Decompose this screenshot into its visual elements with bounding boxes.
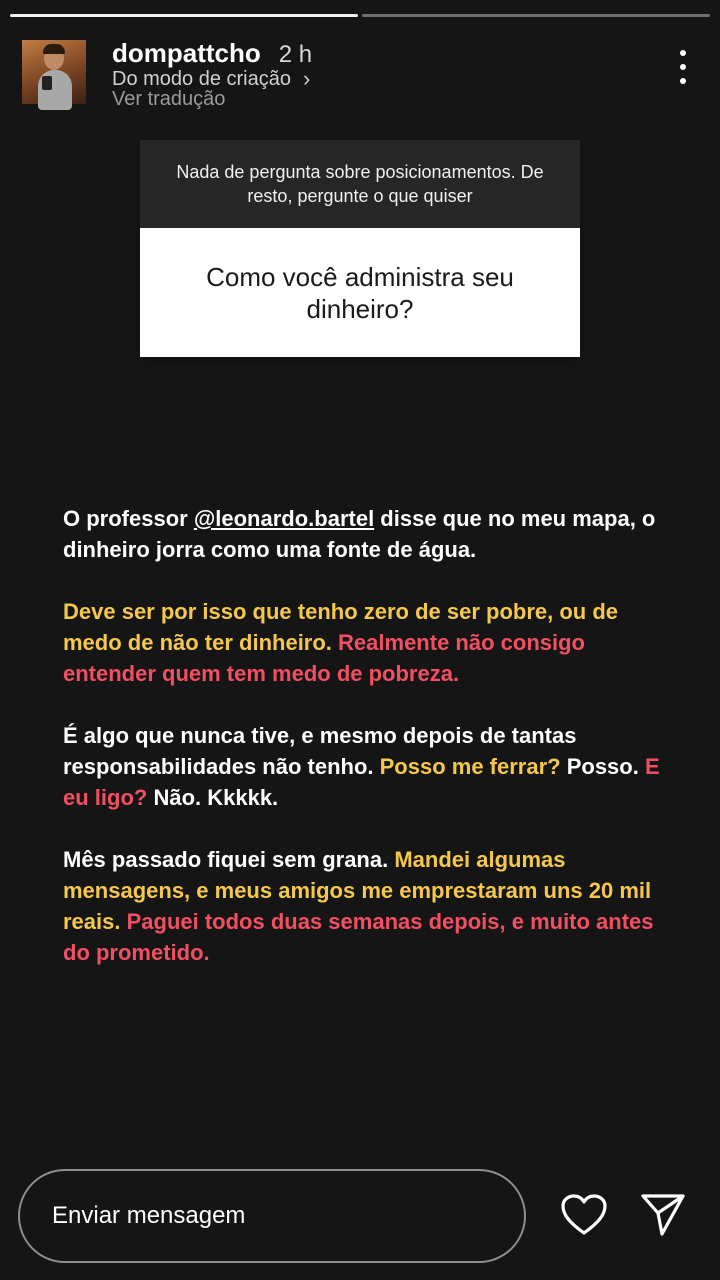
caption-paragraph: [63, 503, 663, 565]
mention-link[interactable]: @leonardo.bartel: [193, 506, 375, 531]
caption-text: Mês passado fiquei sem grana.: [63, 847, 389, 872]
caption-text-red: Paguei todos duas semanas depois, e muito antes do prometido.: [63, 909, 654, 965]
post-time: 2 h: [278, 41, 313, 68]
send-icon[interactable]: [638, 1190, 688, 1240]
caption-text-yellow: Deve ser por isso que tenho zero de ser pobre, ou de medo de não ter dinheiro.: [63, 599, 619, 655]
creation-mode-label: Do modo de criação: [112, 67, 291, 90]
caption-text: O professor: [63, 506, 194, 531]
progress-segment: [362, 14, 710, 17]
caption-paragraph: [63, 720, 663, 813]
caption-text: Posso.: [560, 754, 639, 779]
heart-icon[interactable]: [559, 1190, 609, 1240]
caption-text: Não. Kkkkk.: [147, 785, 279, 810]
question-sticker[interactable]: [140, 140, 580, 357]
more-options-icon[interactable]: [678, 50, 688, 84]
caption-text-red: Realmente não consigo entender quem tem medo de pobreza.: [63, 630, 585, 686]
message-input[interactable]: [50, 1201, 494, 1231]
caption-text-yellow: Mandei algumas mensagens, e meus amigos me emprestaram uns 20 mil reais.: [63, 847, 652, 934]
progress-segment: [10, 14, 358, 17]
username[interactable]: dompattcho: [112, 38, 261, 68]
story-progress: [10, 14, 710, 18]
story-caption: [63, 503, 663, 999]
translation-label: Ver tradução: [112, 88, 226, 110]
message-composer[interactable]: [18, 1169, 526, 1263]
caption-text-yellow: Posso me ferrar?: [373, 754, 561, 779]
chevron-right-icon: ›: [302, 66, 311, 91]
question-text: Como você administra seu dinheiro?: [140, 228, 580, 357]
caption-text-red: E eu ligo?: [63, 754, 660, 810]
question-prompt: Nada de pergunta sobre posicionamentos. De resto, pergunte o que quiser: [140, 140, 580, 228]
story-header: [22, 36, 698, 108]
caption-text: É algo que nunca tive, e mesmo depois de tantas responsabilidades não tenho.: [63, 723, 577, 779]
caption-paragraph: [63, 844, 663, 968]
header-title-row: [112, 38, 312, 69]
caption-paragraph: [63, 596, 663, 689]
caption-text: disse que no meu mapa, o dinheiro jorra como uma fonte de água.: [63, 506, 656, 562]
avatar[interactable]: [22, 40, 86, 104]
translation-link[interactable]: [112, 88, 282, 110]
